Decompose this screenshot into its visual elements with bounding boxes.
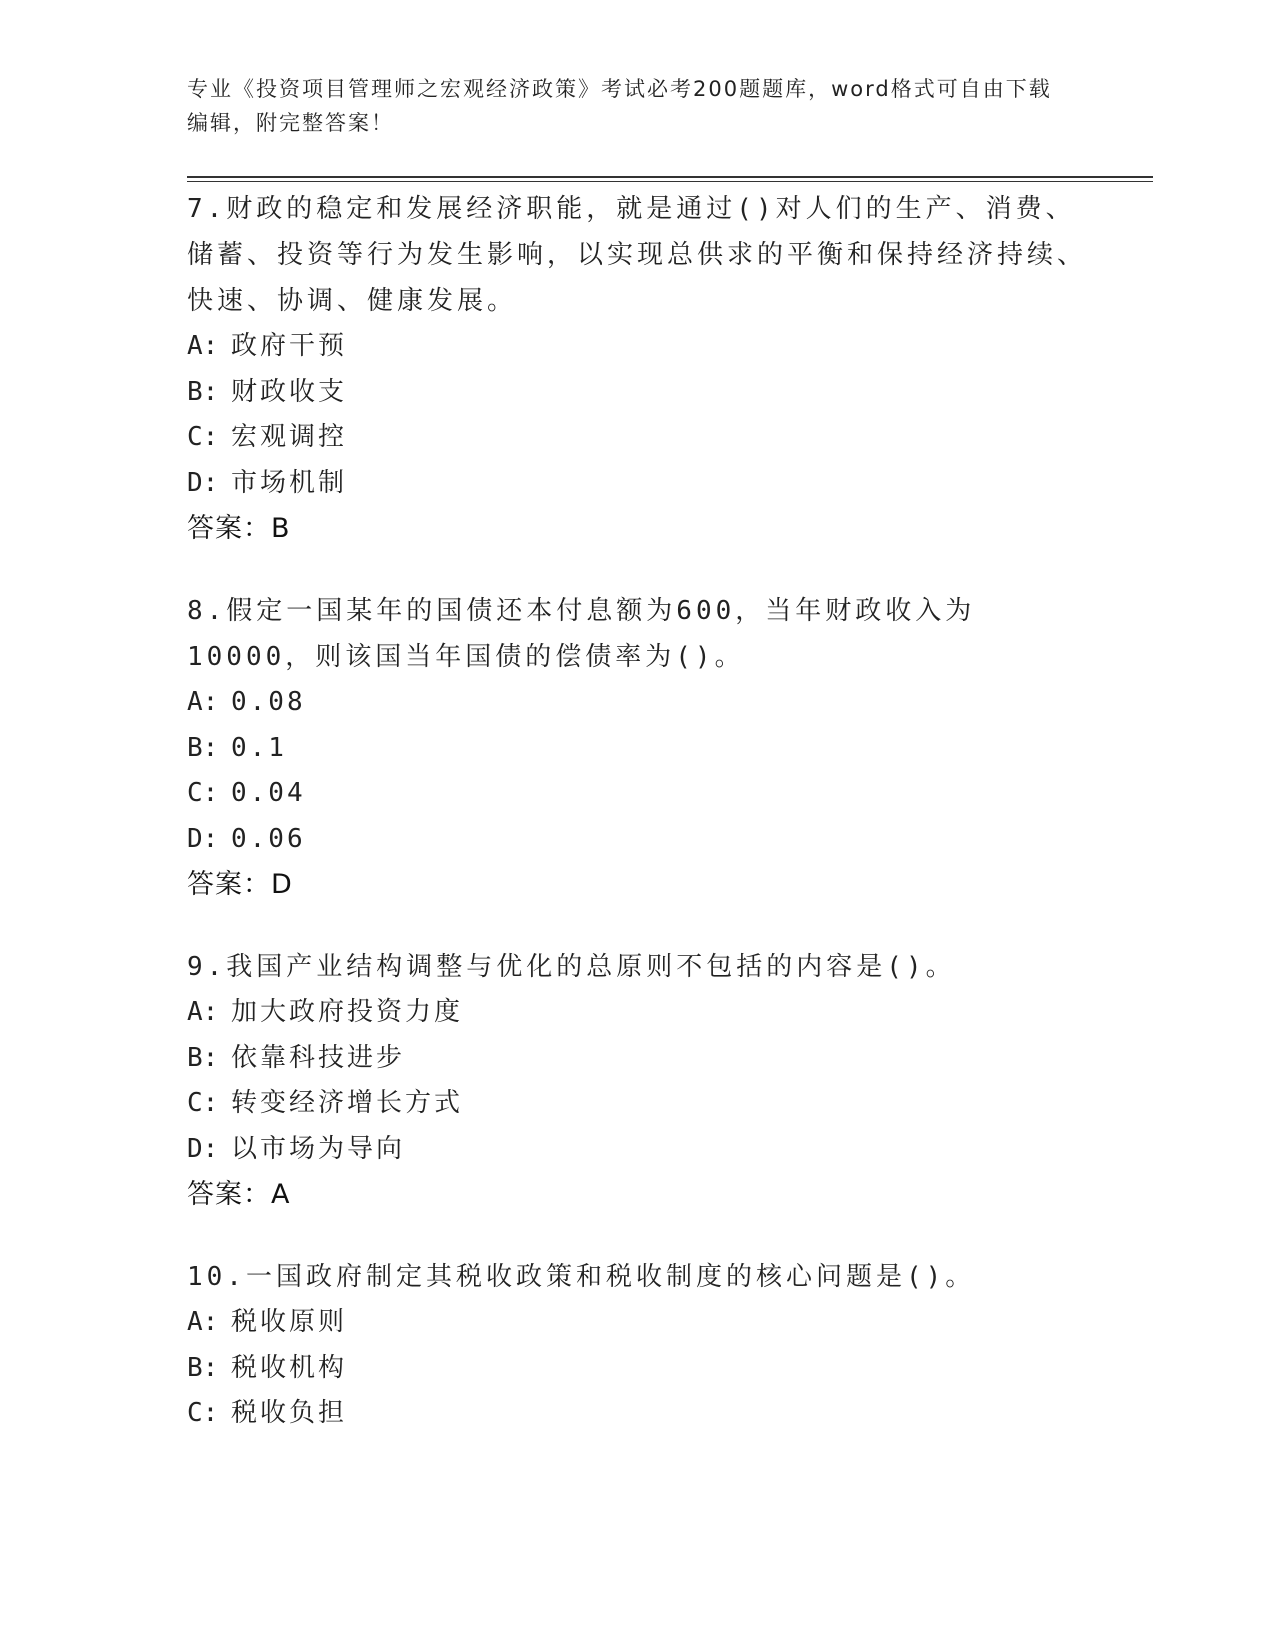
option-key: B: xyxy=(187,1352,219,1383)
option-key: B: xyxy=(187,732,219,763)
option-key: C: xyxy=(187,778,219,808)
option-d xyxy=(187,1127,1087,1173)
question-list xyxy=(187,186,1087,1473)
option-c xyxy=(187,415,1087,461)
option-key: C: xyxy=(187,422,219,452)
option-text: 市场机制 xyxy=(231,467,348,498)
option-key: A: xyxy=(187,997,219,1027)
answer-line: 答案：B xyxy=(187,513,291,544)
option-b xyxy=(187,1346,1087,1392)
option-text: 0.08 xyxy=(231,687,306,717)
question-8 xyxy=(187,588,1087,908)
option-key: B: xyxy=(187,1042,219,1073)
option-text: 宏观调控 xyxy=(231,422,348,452)
option-text: 转变经济增长方式 xyxy=(231,1088,464,1118)
option-c xyxy=(187,1081,1087,1127)
option-text: 0.06 xyxy=(231,823,306,854)
option-key: D: xyxy=(187,467,219,498)
option-a xyxy=(187,990,1087,1036)
question-text: 7.财政的稳定和发展经济职能，就是通过()对人们的生产、消费、储蓄、投资等行为发生影响，以实现总供求的平衡和保持经济持续、快速、协调、健康发展。 xyxy=(187,194,1088,316)
option-text: 税收负担 xyxy=(231,1398,348,1428)
question-text: 8.假定一国某年的国债还本付息额为600，当年财政收入为10000，则该国当年国债的偿债率为()。 xyxy=(187,596,976,672)
question-9 xyxy=(187,944,1087,1218)
option-key: D: xyxy=(187,823,219,854)
question-10 xyxy=(187,1254,1087,1437)
option-text: 税收原则 xyxy=(231,1307,348,1337)
option-text: 政府干预 xyxy=(231,331,348,361)
document-header: 专业《投资项目管理师之宏观经济政策》考试必考200题题库，word格式可自由下载编辑，附完整答案！ xyxy=(187,77,1052,135)
header-divider xyxy=(187,176,1153,182)
option-key: C: xyxy=(187,1398,219,1428)
option-key: A: xyxy=(187,331,219,361)
option-key: B: xyxy=(187,376,219,407)
option-b xyxy=(187,370,1087,416)
option-text: 以市场为导向 xyxy=(231,1133,406,1164)
question-7 xyxy=(187,186,1087,552)
option-text: 财政收支 xyxy=(231,376,348,407)
option-a xyxy=(187,324,1087,370)
option-text: 0.04 xyxy=(231,778,306,808)
question-text: 10.一国政府制定其税收政策和税收制度的核心问题是()。 xyxy=(187,1262,976,1292)
option-d xyxy=(187,817,1087,863)
question-text: 9.我国产业结构调整与优化的总原则不包括的内容是()。 xyxy=(187,952,956,982)
option-key: C: xyxy=(187,1088,219,1118)
option-text: 0.1 xyxy=(231,732,287,763)
option-text: 依靠科技进步 xyxy=(231,1042,406,1073)
option-b xyxy=(187,1036,1087,1082)
option-d xyxy=(187,461,1087,507)
option-text: 加大政府投资力度 xyxy=(231,997,464,1027)
option-a xyxy=(187,680,1087,726)
answer-line: 答案：D xyxy=(187,869,293,900)
answer-line: 答案：A xyxy=(187,1179,291,1210)
option-c xyxy=(187,1391,1087,1437)
option-text: 税收机构 xyxy=(231,1352,348,1383)
option-key: A: xyxy=(187,687,219,717)
option-c xyxy=(187,771,1087,817)
option-key: D: xyxy=(187,1133,219,1164)
option-key: A: xyxy=(187,1307,219,1337)
option-a xyxy=(187,1300,1087,1346)
option-b xyxy=(187,726,1087,772)
